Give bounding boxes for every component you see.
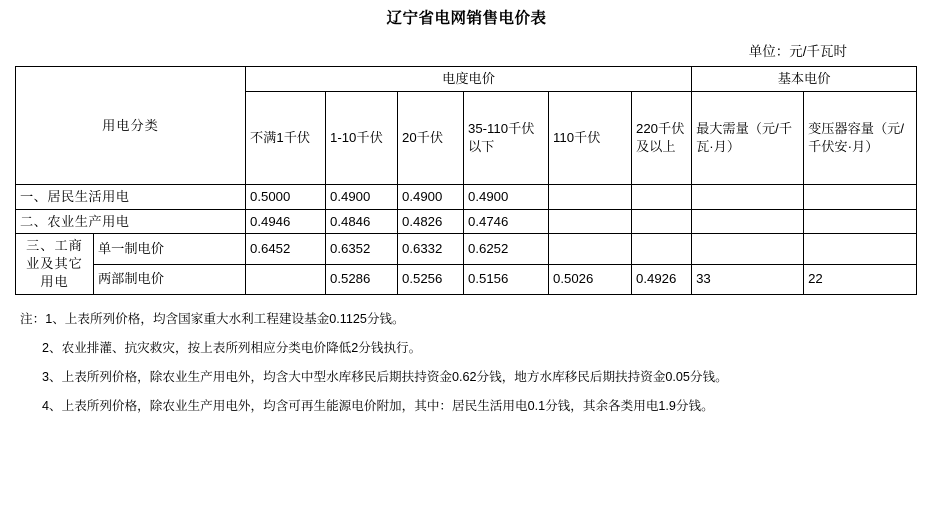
cell-residential-35-110kv: 0.4900 <box>464 184 549 209</box>
cell-single-tariff-35-110kv: 0.6252 <box>464 234 549 264</box>
table-row <box>16 209 917 234</box>
row-label-residential: 一、居民生活用电 <box>16 184 246 209</box>
note-item: 注：1、上表所列价格，均含国家重大水利工程建设基金0.1125分钱。 <box>20 311 405 326</box>
row-sublabel-two-part-tariff: 两部制电价 <box>94 264 246 294</box>
cell-agriculture-under-1kv: 0.4946 <box>246 209 326 234</box>
cell-two-part-under-1kv <box>246 264 326 294</box>
unit-note: 单位：元/千瓦时 <box>748 44 847 59</box>
group-header-energy-price: 电度电价 <box>246 67 692 92</box>
table-header-group-row <box>16 67 917 92</box>
cell-two-part-1-10kv: 0.5286 <box>326 264 398 294</box>
cell-residential-20kv: 0.4900 <box>398 184 464 209</box>
cell-two-part-transformer-capacity: 22 <box>804 264 917 294</box>
column-header-220kv-above: 220千伏及以上 <box>632 91 692 184</box>
row-label-agriculture: 二、农业生产用电 <box>16 209 246 234</box>
cell-agriculture-max-demand <box>692 209 804 234</box>
electricity-price-table <box>15 66 917 295</box>
cell-agriculture-transformer-capacity <box>804 209 917 234</box>
cell-agriculture-1-10kv: 0.4846 <box>326 209 398 234</box>
cell-residential-220kv-above <box>632 184 692 209</box>
column-header-transformer-capacity: 变压器容量（元/千伏安·月） <box>804 91 917 184</box>
column-header-35-110kv: 35-110千伏以下 <box>464 91 549 184</box>
cell-two-part-110kv: 0.5026 <box>549 264 632 294</box>
cell-single-tariff-max-demand <box>692 234 804 264</box>
cell-residential-transformer-capacity <box>804 184 917 209</box>
cell-single-tariff-under-1kv: 0.6452 <box>246 234 326 264</box>
cell-agriculture-20kv: 0.4826 <box>398 209 464 234</box>
cell-single-tariff-1-10kv: 0.6352 <box>326 234 398 264</box>
cell-residential-1-10kv: 0.4900 <box>326 184 398 209</box>
cell-single-tariff-20kv: 0.6332 <box>398 234 464 264</box>
cell-agriculture-35-110kv: 0.4746 <box>464 209 549 234</box>
table-row <box>16 184 917 209</box>
cell-two-part-220kv-above: 0.4926 <box>632 264 692 294</box>
table-row <box>16 264 917 294</box>
cell-single-tariff-transformer-capacity <box>804 234 917 264</box>
cell-residential-110kv <box>549 184 632 209</box>
cell-single-tariff-110kv <box>549 234 632 264</box>
column-header-110kv: 110千伏 <box>549 91 632 184</box>
cell-residential-max-demand <box>692 184 804 209</box>
cell-two-part-35-110kv: 0.5156 <box>464 264 549 294</box>
notes-section <box>0 305 933 421</box>
page-title: 辽宁省电网销售电价表 <box>386 10 547 27</box>
column-header-20kv: 20千伏 <box>398 91 464 184</box>
category-header: 用电分类 <box>16 67 246 185</box>
column-header-under-1kv: 不满1千伏 <box>246 91 326 184</box>
column-header-1-10kv: 1-10千伏 <box>326 91 398 184</box>
cell-agriculture-110kv <box>549 209 632 234</box>
table-row <box>16 234 917 264</box>
cell-single-tariff-220kv-above <box>632 234 692 264</box>
row-label-commercial-industrial: 三、工商业及其它用电 <box>16 234 94 294</box>
column-header-max-demand: 最大需量（元/千瓦·月） <box>692 91 804 184</box>
row-sublabel-single-tariff: 单一制电价 <box>94 234 246 264</box>
cell-residential-under-1kv: 0.5000 <box>246 184 326 209</box>
note-item: 2、农业排灌、抗灾救灾，按上表所列相应分类电价降低2分钱执行。 <box>42 340 422 355</box>
group-header-basic-price: 基本电价 <box>692 67 917 92</box>
note-item: 4、上表所列价格，除农业生产用电外，均含可再生能源电价附加，其中：居民生活用电0.1分钱，其余各类用电1.9分钱。 <box>42 398 714 413</box>
cell-two-part-20kv: 0.5256 <box>398 264 464 294</box>
cell-agriculture-220kv-above <box>632 209 692 234</box>
cell-two-part-max-demand: 33 <box>692 264 804 294</box>
note-item: 3、上表所列价格，除农业生产用电外，均含大中型水库移民后期扶持资金0.62分钱，地方水库移民后期扶持资金0.05分钱。 <box>42 369 728 384</box>
